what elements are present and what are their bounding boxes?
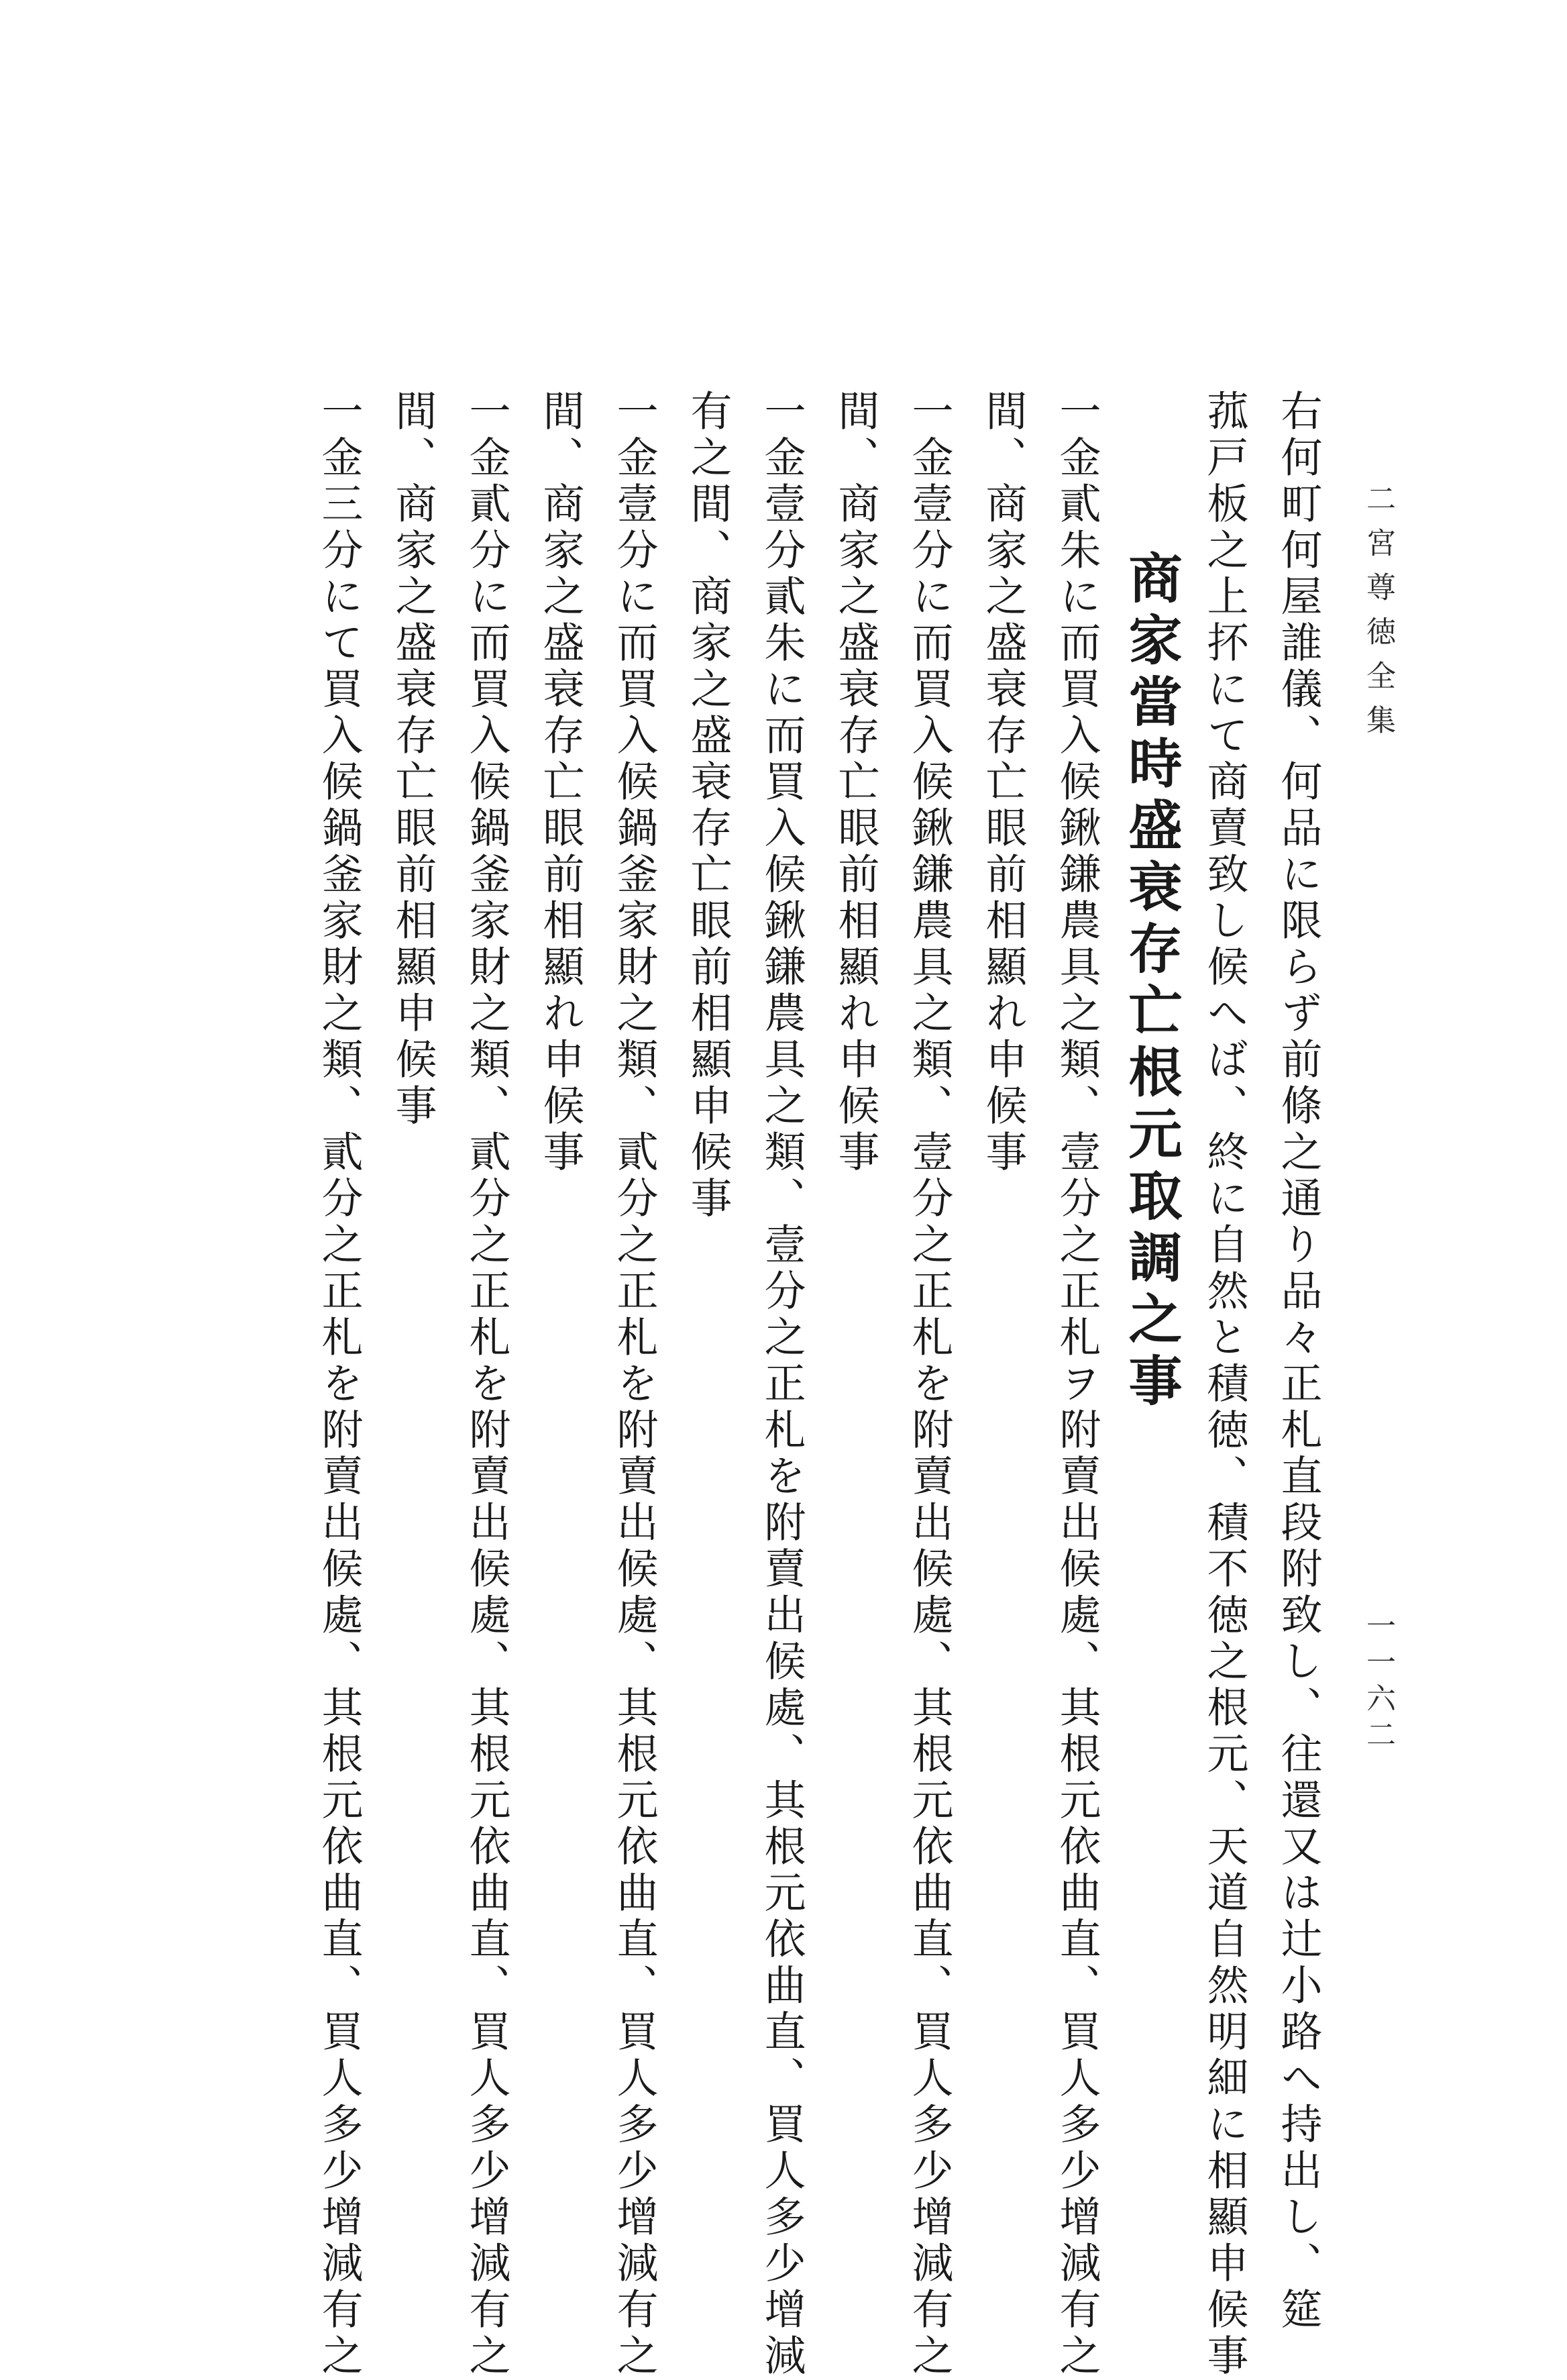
item-line: 一金壹分に而買入候鍬鎌農具之類、壹分之正札を附賣出候處、其根元依曲直、買人多少增減有之 — [905, 389, 954, 2380]
item-line: 一金壹分に而買入候鍋釜家財之類、貳分之正札を附賣出候處、其根元依曲直、買人多少增減有之 — [610, 389, 659, 2380]
item-line: 間、商家之盛衰存亡眼前相顯れ申候事 — [831, 389, 880, 1176]
page-number: 一一六二 — [1361, 1610, 1395, 1755]
item-line: 間、商家之盛衰存亡眼前相顯れ申候事 — [979, 389, 1028, 1176]
intro-line: 菰戸板之上抔にて商賣致し候へば、終に自然と積徳、積不徳之根元、天道自然明細に相顯申候事 — [1200, 389, 1249, 2380]
section-title: 商家當時盛衰存亡根元取調之事 — [1120, 550, 1183, 1414]
item-line: 有之間、商家之盛衰存亡眼前相顯申候事 — [684, 389, 733, 1223]
intro-line: 右何町何屋誰儀、何品に限らず前條之通り品々正札直段附致し、往還又は辻小路へ持出し、筵 — [1274, 389, 1323, 2334]
item-line: 一金壹分貳朱に而買入候鍬鎌農具之類、壹分之正札を附賣出候處、其根元依曲直、買人多少增減 — [757, 389, 806, 2380]
item-line: 一金貳朱に而買入候鍬鎌農具之類、壹分之正札ヲ附賣出候處、其根元依曲直、買人多少增減有之 — [1052, 389, 1101, 2380]
item-line: 一金貳分に而買入候鍋釜家財之類、貳分之正札を附賣出候處、其根元依曲直、買人多少增減有之 — [462, 389, 511, 2380]
running-header-title: 二宮尊徳全集 — [1361, 483, 1395, 749]
item-line: 間、商家之盛衰存亡眼前相顯申候事 — [388, 389, 437, 1130]
item-line: 間、商家之盛衰存亡眼前相顯れ申候事 — [536, 389, 585, 1176]
item-line: 一金三分にて買入候鍋釜家財之類、貳分之正札を附賣出候處、其根元依曲直、買人多少增減有之 — [315, 389, 364, 2380]
